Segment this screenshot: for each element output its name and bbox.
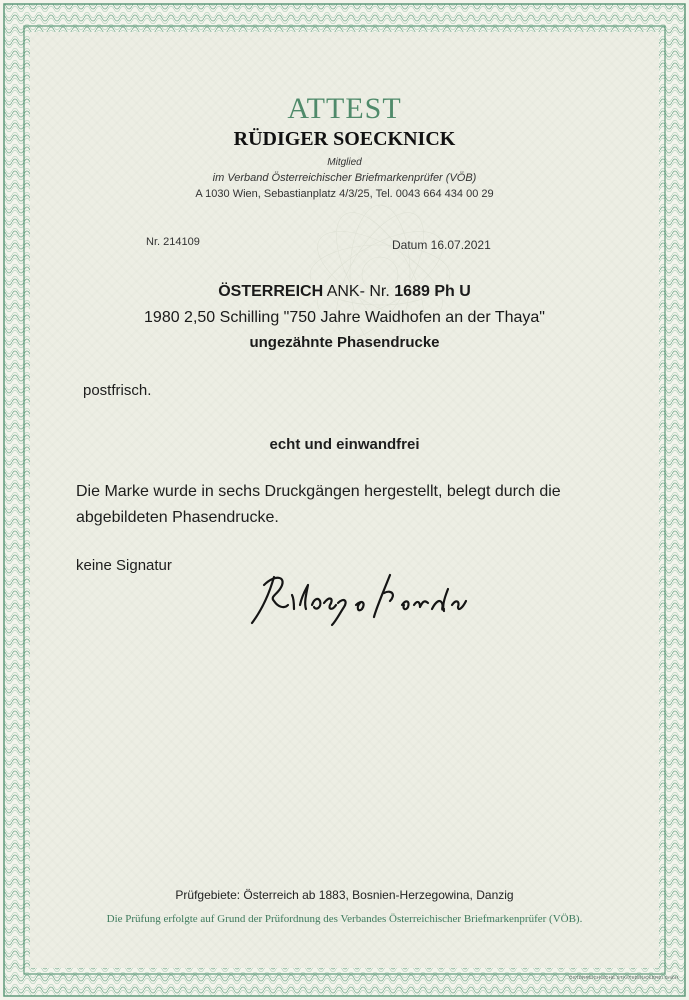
catalog-number: 1689 Ph U xyxy=(394,283,471,300)
examiner-address: A 1030 Wien, Sebastianplatz 4/3/25, Tel. 0043 664 434 00 29 xyxy=(195,188,494,200)
remark-line-2: abgebildeten Phasendrucke. xyxy=(76,509,279,526)
membership-label: Mitglied xyxy=(327,157,362,168)
legal-note: Die Prüfung erfolgte auf Grund der Prüfordnung des Verbandes Österreichischer Briefmarkenprüfer (VÖB). xyxy=(106,913,583,925)
verdict-text: echt und einwandfrei xyxy=(269,436,420,453)
stamp-variety: ungezähnte Phasendrucke xyxy=(249,334,440,351)
handwritten-signature xyxy=(244,565,476,629)
certificate-number: Nr. 214109 xyxy=(146,236,200,248)
examiner-name: RÜDIGER SOECKNICK xyxy=(233,128,456,150)
certificate-date: Datum 16.07.2021 xyxy=(392,238,491,252)
signature-note: keine Signatur xyxy=(76,557,172,574)
examination-scope: Prüfgebiete: Österreich ab 1883, Bosnien-Herzegowina, Danzig xyxy=(175,888,514,902)
stamp-description: 1980 2,50 Schilling "750 Jahre Waidhofen an der Thaya" xyxy=(144,309,545,326)
stamp-catalog-line xyxy=(0,283,689,301)
certificate-title: ATTEST xyxy=(287,92,402,125)
association-name: im Verband Österreichischer Briefmarkenprüfer (VÖB) xyxy=(212,172,477,184)
remark-line-1: Die Marke wurde in sechs Druckgängen hergestellt, belegt durch die xyxy=(76,483,561,500)
condition-text: postfrisch. xyxy=(83,382,152,399)
printer-mark: ÖSTERREICHISCHE STAATSDRUCKEREI GmbH xyxy=(569,975,679,980)
catalog-label: ANK- Nr. xyxy=(326,283,390,300)
stamp-country: ÖSTERREICH xyxy=(218,283,324,300)
